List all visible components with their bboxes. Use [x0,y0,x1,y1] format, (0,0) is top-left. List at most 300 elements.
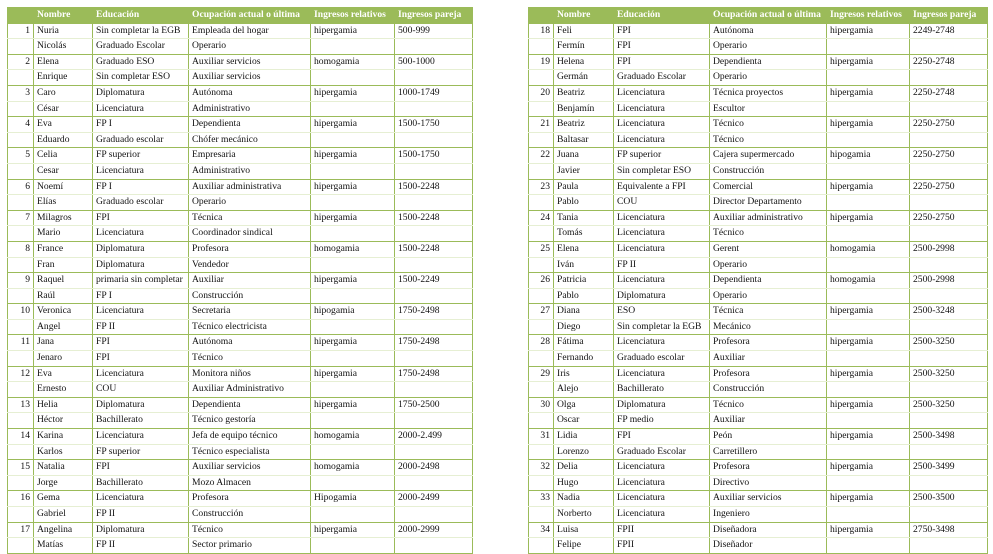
cell-ocupacion: Dependienta [189,117,311,133]
cell-nombre: Hugo [554,475,614,491]
cell-ocupacion: Auxiliar administrativa [189,179,311,195]
cell-nombre: Elena [554,241,614,257]
cell-educacion: Sin completar ESO [614,163,710,179]
cell-nombre: Luisa [554,522,614,538]
cell-educacion: Diplomatura [93,241,189,257]
cell-ocupacion: Operario [710,257,827,273]
cell-nombre: Diana [554,304,614,320]
table-row [529,195,988,211]
cell-ingresos-relativos: hipogamia [311,304,395,320]
cell-educacion: Sin completar ESO [93,70,189,86]
cell-educacion: FP superior [614,148,710,164]
table-row [529,507,988,523]
row-number: 16 [8,491,34,507]
table-row [529,460,988,476]
cell-ingresos-pareja [910,70,988,86]
row-number: 10 [8,304,34,320]
cell-ocupacion: Operario [189,195,311,211]
cell-ocupacion: Vendedor [189,257,311,273]
cell-ingresos-relativos: hipergamia [827,210,910,226]
cell-ingresos-relativos [311,163,395,179]
table-row [529,39,988,55]
cell-ocupacion: Empresaria [189,148,311,164]
row-number [529,195,554,211]
cell-ocupacion: Administrativo [189,101,311,117]
cell-ingresos-relativos [311,39,395,55]
cell-educacion: Licenciatura [614,241,710,257]
row-number: 17 [8,522,34,538]
cell-ingresos-relativos [827,351,910,367]
row-number [8,382,34,398]
cell-ingresos-pareja: 2250-2750 [910,179,988,195]
cell-nombre: Lorenzo [554,444,614,460]
cell-ingresos-pareja [395,413,473,429]
cell-ocupacion: Monitora niños [189,366,311,382]
cell-educacion: Diplomatura [93,522,189,538]
cell-ingresos-pareja [395,507,473,523]
table-row [8,429,473,445]
table-row [8,366,473,382]
cell-nombre: Cesar [34,163,93,179]
cell-educacion: FPI [614,429,710,445]
table-row [529,304,988,320]
cell-ocupacion: Profesora [189,491,311,507]
cell-ingresos-relativos: hipergamia [827,179,910,195]
cell-ingresos-pareja [910,538,988,554]
cell-nombre: Iris [554,366,614,382]
cell-ingresos-relativos: hipergamia [827,429,910,445]
cell-ingresos-relativos [827,444,910,460]
cell-ingresos-pareja: 2500-2998 [910,241,988,257]
cell-ingresos-pareja: 1750-2498 [395,335,473,351]
cell-ocupacion: Ingeniero [710,507,827,523]
cell-nombre: Feli [554,23,614,39]
cell-educacion: FP I [93,117,189,133]
cell-ingresos-relativos: homogamia [311,460,395,476]
table-row [8,444,473,460]
cell-ocupacion: Profesora [189,241,311,257]
cell-educacion: FP I [93,179,189,195]
cell-nombre: Raquel [34,273,93,289]
cell-ocupacion: Auxiliar servicios [189,54,311,70]
row-number [8,413,34,429]
row-number: 32 [529,460,554,476]
cell-ingresos-relativos [827,288,910,304]
cell-educacion: COU [614,195,710,211]
table-row [529,397,988,413]
cell-ingresos-pareja: 2249-2748 [910,23,988,39]
cell-nombre: Elías [34,195,93,211]
cell-ingresos-relativos [827,507,910,523]
cell-ingresos-pareja [910,132,988,148]
cell-ingresos-relativos [311,413,395,429]
row-number: 25 [529,241,554,257]
cell-nombre: Fermín [554,39,614,55]
table-row [529,85,988,101]
cell-ingresos-relativos: hipergamia [311,522,395,538]
cell-ocupacion: Técnico [189,351,311,367]
table-row [8,335,473,351]
row-number [8,351,34,367]
cell-nombre: Benjamín [554,101,614,117]
cell-educacion: Licenciatura [614,475,710,491]
row-number: 29 [529,366,554,382]
table-row [8,70,473,86]
table-row [529,257,988,273]
cell-educacion: FP II [614,257,710,273]
row-number [8,132,34,148]
cell-ocupacion: Cajera supermercado [710,148,827,164]
cell-ingresos-relativos [827,132,910,148]
cell-educacion: FPI [93,460,189,476]
table-row [8,288,473,304]
cell-educacion: Licenciatura [614,507,710,523]
cell-nombre: Elena [34,54,93,70]
cell-ingresos-relativos: hipergamia [311,273,395,289]
cell-nombre: Angelina [34,522,93,538]
row-number: 12 [8,366,34,382]
cell-educacion: FP superior [93,148,189,164]
cell-educacion: Graduado escolar [93,195,189,211]
cell-nombre: Matías [34,538,93,554]
cell-educacion: Graduado Escolar [614,444,710,460]
cell-ingresos-pareja [910,101,988,117]
cell-ingresos-relativos [827,382,910,398]
cell-ingresos-relativos: hipergamia [311,335,395,351]
cell-nombre: Patricia [554,273,614,289]
cell-nombre: Karina [34,429,93,445]
row-number [529,132,554,148]
cell-ingresos-pareja [395,444,473,460]
row-number [8,475,34,491]
row-number [529,475,554,491]
cell-ocupacion: Construcción [710,163,827,179]
header-nombre: Nombre [34,8,93,24]
table-row [8,39,473,55]
cell-ingresos-relativos [311,70,395,86]
row-number [529,39,554,55]
header-educacion: Educación [93,8,189,24]
cell-ingresos-pareja [910,413,988,429]
table-row [8,179,473,195]
header-ingresos-pareja: Ingresos pareja [395,8,473,24]
table-row [8,257,473,273]
cell-ocupacion: Escultor [710,101,827,117]
cell-educacion: FP medio [614,413,710,429]
table-row [8,507,473,523]
cell-ingresos-relativos [311,351,395,367]
cell-nombre: Diego [554,319,614,335]
cell-educacion: Diplomatura [93,397,189,413]
row-number [529,538,554,554]
cell-ocupacion: Técnico especialista [189,444,311,460]
table-row [529,23,988,39]
row-number: 8 [8,241,34,257]
row-number: 22 [529,148,554,164]
cell-ocupacion: Construcción [189,288,311,304]
table-row [8,241,473,257]
cell-educacion: Equivalente a FPI [614,179,710,195]
cell-educacion: Licenciatura [93,163,189,179]
cell-educacion: Licenciatura [614,226,710,242]
cell-educacion: ESO [614,304,710,320]
cell-ocupacion: Profesora [710,366,827,382]
cell-ocupacion: Auxiliar [189,273,311,289]
cell-educacion: Licenciatura [614,210,710,226]
cell-nombre: Olga [554,397,614,413]
cell-ocupacion: Técnico [189,522,311,538]
cell-ingresos-relativos: hipergamia [827,304,910,320]
row-number: 30 [529,397,554,413]
cell-nombre: Jorge [34,475,93,491]
row-number [529,257,554,273]
row-number [8,257,34,273]
cell-ingresos-pareja [395,226,473,242]
row-number: 33 [529,491,554,507]
cell-ingresos-pareja: 2250-2748 [910,85,988,101]
header-educacion: Educación [614,8,710,24]
cell-ingresos-pareja: 2750-3498 [910,522,988,538]
cell-ingresos-relativos [311,195,395,211]
cell-ingresos-pareja: 1500-1750 [395,148,473,164]
cell-nombre: Jana [34,335,93,351]
cell-ingresos-relativos [311,226,395,242]
cell-ingresos-relativos [827,195,910,211]
cell-ocupacion: Chófer mecánico [189,132,311,148]
cell-ingresos-pareja: 1750-2498 [395,304,473,320]
cell-ingresos-pareja: 1000-1749 [395,85,473,101]
cell-ingresos-relativos: hipergamia [311,23,395,39]
cell-ingresos-pareja [910,226,988,242]
cell-ingresos-pareja: 2500-3250 [910,397,988,413]
cell-educacion: FPI [93,335,189,351]
cell-educacion: COU [93,382,189,398]
cell-ingresos-pareja: 2500-3250 [910,335,988,351]
cell-nombre: Nuria [34,23,93,39]
cell-nombre: Milagros [34,210,93,226]
header-ocupacion: Ocupación actual o última [189,8,311,24]
cell-ingresos-relativos: hipergamia [311,85,395,101]
cell-ingresos-pareja: 2250-2748 [910,54,988,70]
cell-nombre: Héctor [34,413,93,429]
cell-ingresos-pareja [395,382,473,398]
header-number [8,8,34,24]
row-number [8,444,34,460]
cell-nombre: France [34,241,93,257]
cell-nombre: Eva [34,366,93,382]
cell-educacion: Bachillerato [614,382,710,398]
cell-educacion: Bachillerato [93,475,189,491]
cell-nombre: Alejo [554,382,614,398]
cell-nombre: César [34,101,93,117]
cell-ocupacion: Autónoma [710,23,827,39]
cell-ingresos-relativos [311,288,395,304]
cell-ocupacion: Directivo [710,475,827,491]
cell-ocupacion: Dependienta [710,54,827,70]
couples-table-left [7,7,473,554]
cell-educacion: Licenciatura [93,366,189,382]
table-row [8,538,473,554]
cell-nombre: Veronica [34,304,93,320]
row-number [8,538,34,554]
cell-ingresos-relativos: homogamia [311,241,395,257]
row-number: 24 [529,210,554,226]
cell-nombre: Beatriz [554,117,614,133]
table-row [8,101,473,117]
row-number: 34 [529,522,554,538]
cell-nombre: Raúl [34,288,93,304]
cell-ingresos-pareja: 500-1000 [395,54,473,70]
cell-ingresos-relativos: hipergamia [827,522,910,538]
table-row [529,413,988,429]
cell-ingresos-pareja [395,132,473,148]
table-body-right [529,23,988,553]
cell-ocupacion: Técnica [710,304,827,320]
cell-educacion: FPI [614,23,710,39]
cell-ocupacion: Director Departamento [710,195,827,211]
table-row [529,117,988,133]
cell-educacion: FP II [93,538,189,554]
cell-ingresos-pareja: 2250-2750 [910,148,988,164]
cell-ocupacion: Mozo Almacen [189,475,311,491]
cell-ocupacion: Auxiliar servicios [189,70,311,86]
row-number: 21 [529,117,554,133]
cell-ingresos-pareja: 2500-3500 [910,491,988,507]
row-number: 11 [8,335,34,351]
cell-nombre: Javier [554,163,614,179]
cell-educacion: FP superior [93,444,189,460]
row-number: 7 [8,210,34,226]
table-row [529,366,988,382]
table-row [529,351,988,367]
cell-nombre: Gema [34,491,93,507]
row-number: 3 [8,85,34,101]
cell-ocupacion: Diseñador [710,538,827,554]
cell-ingresos-pareja [910,444,988,460]
cell-ingresos-pareja: 1500-2248 [395,241,473,257]
table-body-left [8,23,473,553]
cell-ocupacion: Técnico [710,117,827,133]
cell-ingresos-relativos [311,101,395,117]
cell-educacion: Licenciatura [93,491,189,507]
cell-nombre: Nicolás [34,39,93,55]
table-row [529,132,988,148]
cell-ingresos-relativos [827,413,910,429]
cell-nombre: Eva [34,117,93,133]
header-ingresos-relativos: Ingresos relativos [827,8,910,24]
table-row [529,226,988,242]
cell-ingresos-pareja: 2500-3250 [910,366,988,382]
cell-educacion: Licenciatura [614,85,710,101]
table-row [8,397,473,413]
table-row [529,522,988,538]
cell-ingresos-relativos: hipergamia [827,23,910,39]
cell-nombre: Nadia [554,491,614,507]
row-number: 28 [529,335,554,351]
cell-ingresos-pareja: 1750-2498 [395,366,473,382]
cell-ocupacion: Auxiliar servicios [189,460,311,476]
cell-ingresos-pareja: 1750-2500 [395,397,473,413]
cell-ingresos-relativos: hipergamia [827,491,910,507]
row-number [529,351,554,367]
header-ingresos-pareja: Ingresos pareja [910,8,988,24]
cell-educacion: FPI [93,210,189,226]
cell-nombre: Delia [554,460,614,476]
cell-ingresos-relativos: hipogamia [827,148,910,164]
cell-nombre: Angel [34,319,93,335]
table-row [8,304,473,320]
cell-nombre: Celia [34,148,93,164]
cell-ingresos-pareja [910,163,988,179]
row-number [529,70,554,86]
cell-ingresos-pareja [910,195,988,211]
row-number: 9 [8,273,34,289]
cell-ingresos-pareja [395,70,473,86]
cell-ingresos-relativos [311,538,395,554]
table-row [8,23,473,39]
row-number [529,319,554,335]
row-number: 18 [529,23,554,39]
cell-educacion: FPI [614,39,710,55]
cell-ingresos-relativos: hipergamia [827,85,910,101]
cell-nombre: Karlos [34,444,93,460]
table-row [529,335,988,351]
table-row [529,54,988,70]
cell-educacion: Sin completar la EGB [614,319,710,335]
cell-ocupacion: Técnico [710,132,827,148]
table-row [529,70,988,86]
cell-ocupacion: Sector primario [189,538,311,554]
header-ingresos-relativos: Ingresos relativos [311,8,395,24]
cell-educacion: Licenciatura [614,366,710,382]
cell-ingresos-pareja [395,288,473,304]
table-row [529,538,988,554]
cell-nombre: Fran [34,257,93,273]
cell-ocupacion: Construcción [189,507,311,523]
cell-ingresos-relativos [827,163,910,179]
row-number: 4 [8,117,34,133]
cell-nombre: Caro [34,85,93,101]
cell-ingresos-pareja: 2000-2999 [395,522,473,538]
table-row [529,101,988,117]
cell-ocupacion: Técnico [710,397,827,413]
table-row [8,163,473,179]
cell-nombre: Fernando [554,351,614,367]
cell-ocupacion: Gerent [710,241,827,257]
row-number: 31 [529,429,554,445]
cell-ocupacion: Profesora [710,460,827,476]
cell-ingresos-relativos [827,226,910,242]
cell-ingresos-relativos [827,475,910,491]
cell-nombre: Noemí [34,179,93,195]
cell-ocupacion: Operario [710,39,827,55]
row-number: 26 [529,273,554,289]
cell-educacion: Licenciatura [93,101,189,117]
cell-ingresos-relativos [311,475,395,491]
cell-ocupacion: Operario [710,288,827,304]
cell-ingresos-pareja [910,39,988,55]
cell-nombre: Juana [554,148,614,164]
cell-ocupacion: Diseñadora [710,522,827,538]
row-number: 1 [8,23,34,39]
cell-ingresos-relativos: homogamia [827,273,910,289]
cell-ocupacion: Auxiliar servicios [710,491,827,507]
cell-educacion: Graduado escolar [614,351,710,367]
cell-nombre: Felipe [554,538,614,554]
cell-educacion: Licenciatura [614,491,710,507]
table-row [8,226,473,242]
table-row [8,132,473,148]
